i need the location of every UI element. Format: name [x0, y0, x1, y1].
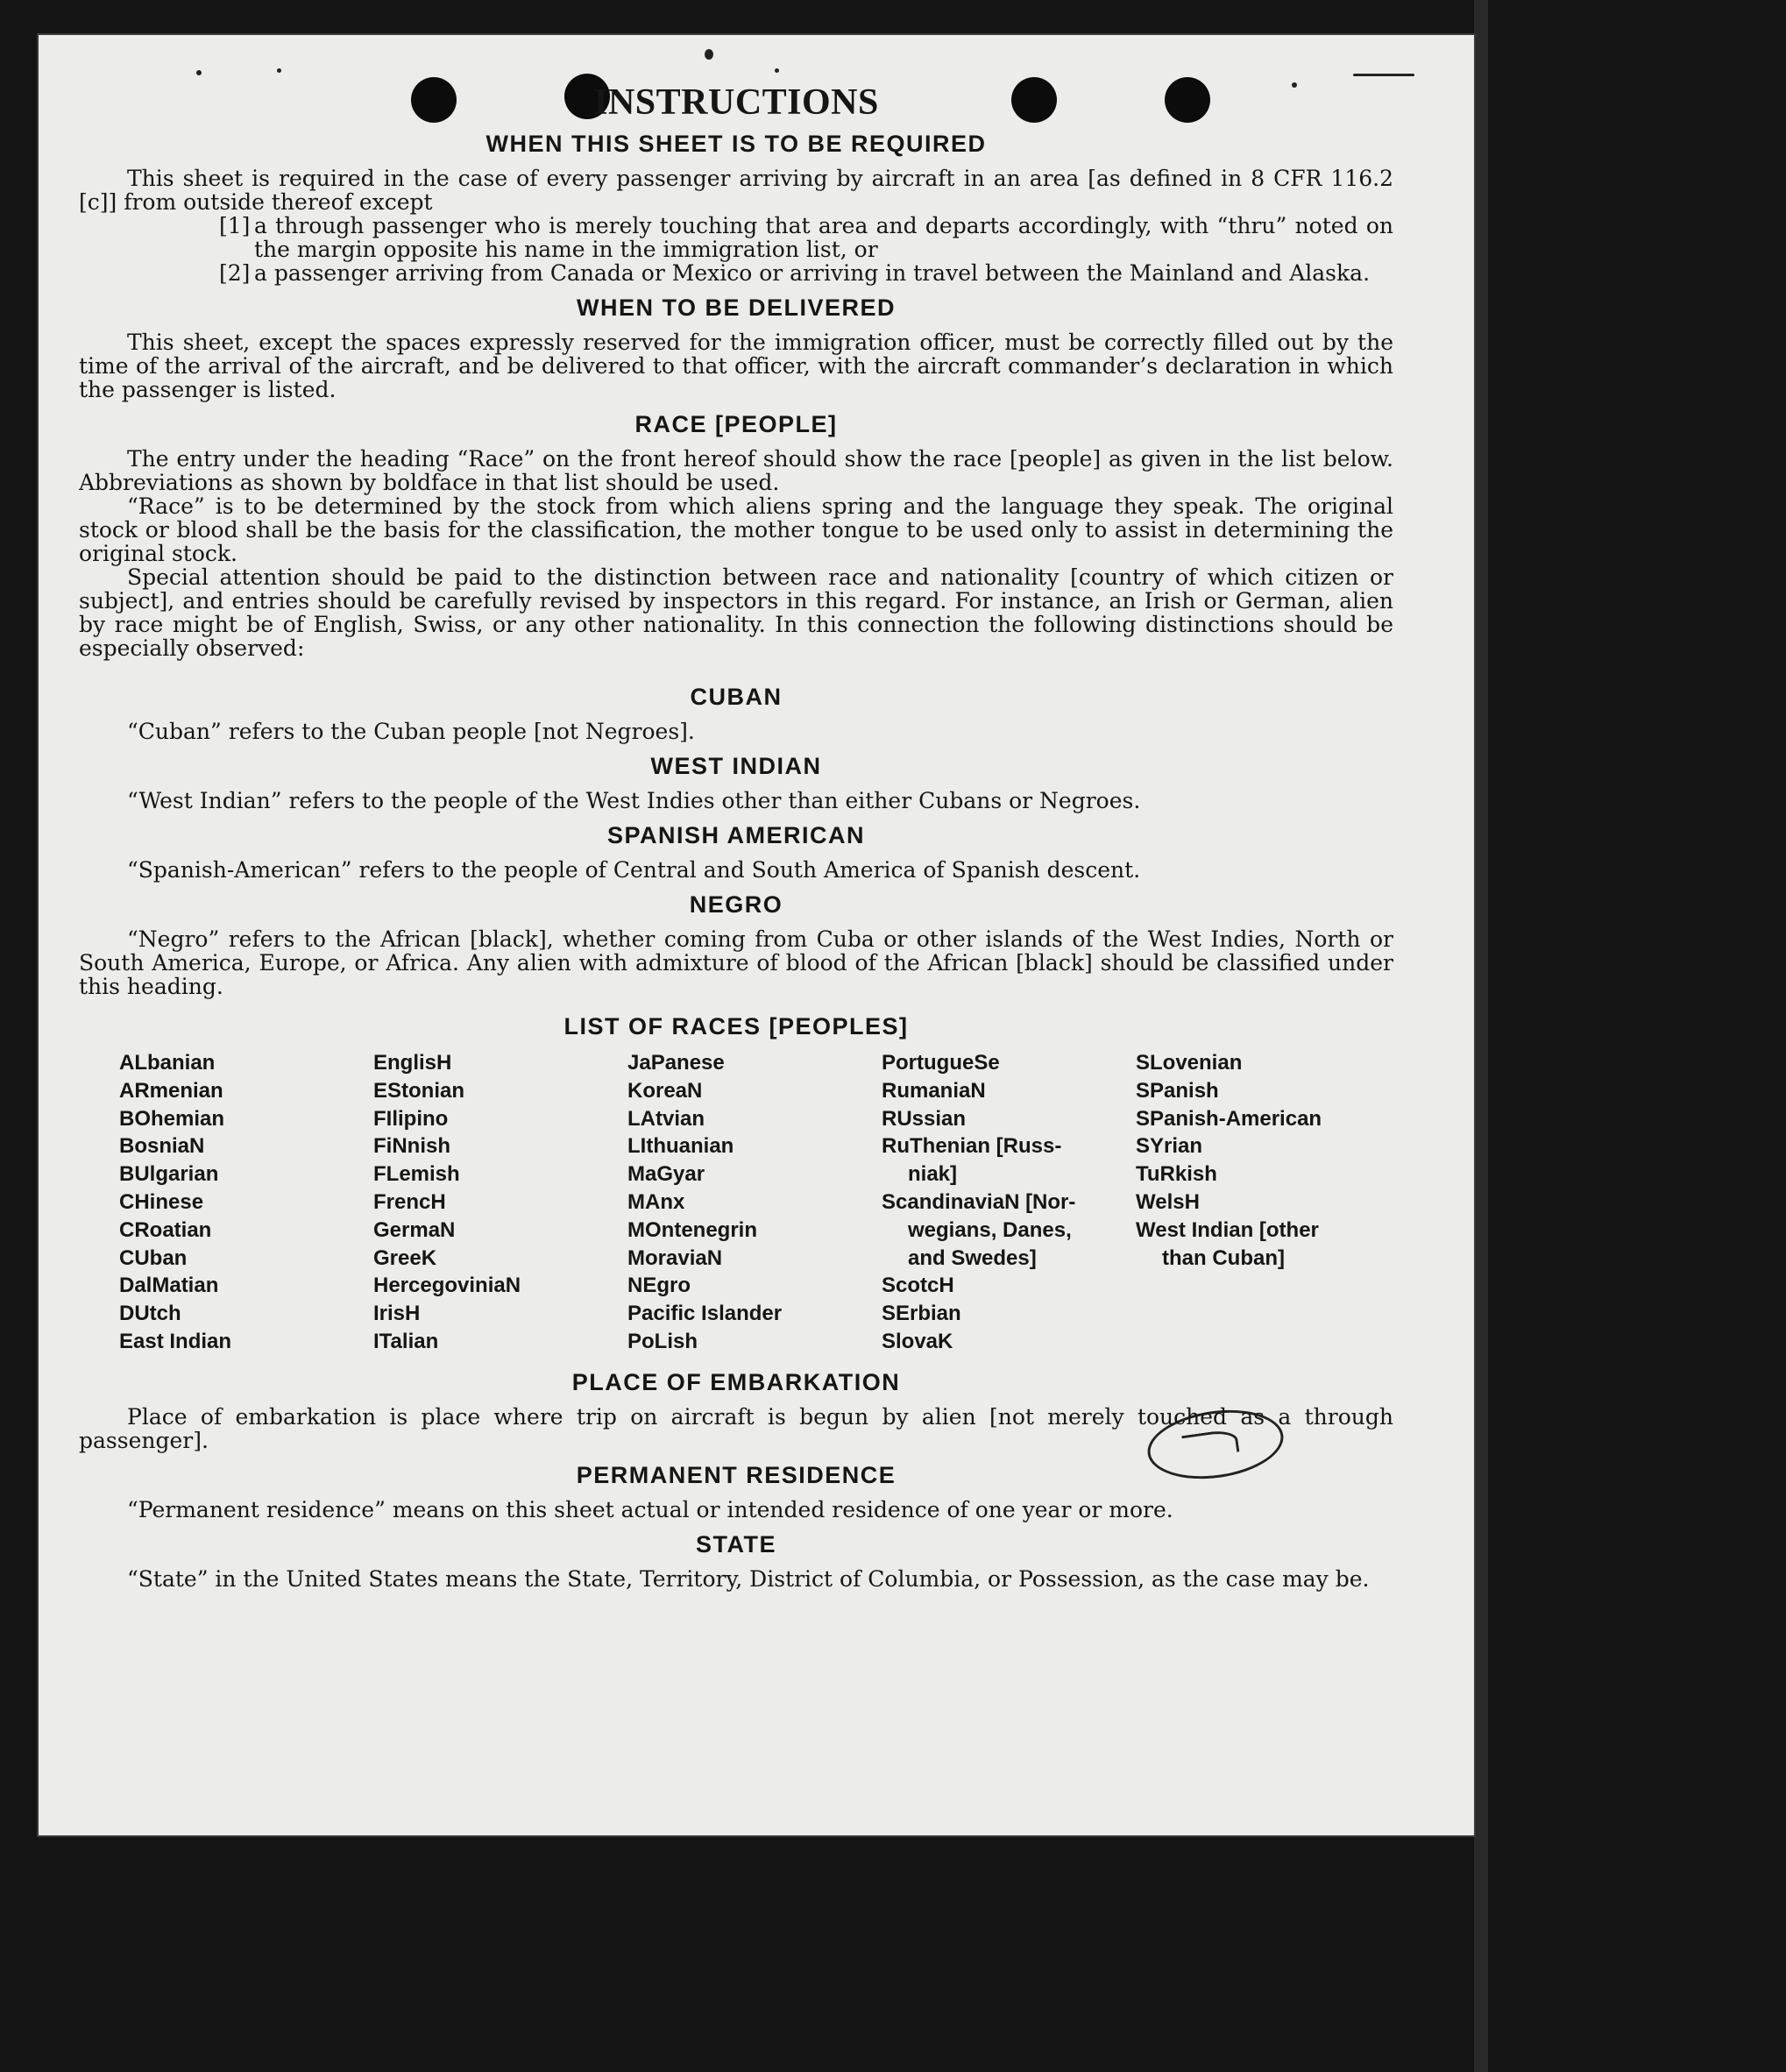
- race-entry-continued: niak]: [908, 1162, 958, 1187]
- race-entry: MOntenegrin: [627, 1217, 757, 1242]
- embarkation-text: Place of embarkation is place where trip on aircraft is begun by alien [not merely touched as a through passenger].: [79, 1403, 1393, 1453]
- races-column-2: [373, 1049, 627, 1356]
- delivered-text: This sheet, except the spaces expressly reserved for the immigration officer, must be correctly filled out by the time of the arrival of the aircraft, and be delivered to that officer, with the aircraft commander’s declaration in which the passenger is listed.: [79, 330, 1393, 402]
- state-text: “State” in the United States means the State, Territory, District of Columbia, or Possession, as the case may be.: [127, 1565, 1370, 1592]
- speck: [705, 49, 713, 60]
- instructions-text: [79, 79, 1393, 1591]
- heading-spanish-american: SPANISH AMERICAN: [606, 822, 865, 848]
- speck: [775, 68, 779, 73]
- races-column-5: [1136, 1049, 1434, 1356]
- heading-embarkation: PLACE OF EMBARKATION: [571, 1368, 901, 1395]
- race-entry: BUlgarian: [119, 1162, 219, 1187]
- race-entry: MaGyar: [627, 1162, 705, 1187]
- race-entry-continued: and Swedes]: [908, 1245, 1037, 1270]
- race-entry: ALbanian: [119, 1051, 216, 1075]
- heading-cuban: CUBAN: [690, 684, 783, 710]
- race-entry: SErbian: [882, 1302, 961, 1326]
- race-entry: FiNnish: [373, 1134, 450, 1159]
- race-entry: GermaN: [373, 1217, 456, 1242]
- item-number: [2]: [219, 260, 251, 286]
- spanish-american-text: “Spanish-American” refers to the people of Central and South America of Spanish descent.: [127, 857, 1141, 883]
- race-entry: MAnx: [627, 1189, 685, 1214]
- required-intro: This sheet is required in the case of every passenger arriving by aircraft in an area [as defined in 8 CFR 116.2 [c]] from outside thereof except: [79, 166, 1393, 215]
- race-entry: NEgro: [627, 1274, 691, 1298]
- race-entry: BOhemian: [119, 1106, 225, 1131]
- race-entry-continued: than Cuban]: [1162, 1245, 1285, 1270]
- race-entry: EStonian: [373, 1078, 465, 1103]
- speck: [196, 70, 202, 75]
- race-paragraph-3: Special attention should be paid to the distinction between race and nationality [country of which citizen or subject], and entries should be carefully revised by inspectors in this regard. For instance, an Irish or German, alien by race might be of English, Swiss, or any other nationality. In this connection the following distinctions should be especially observed:: [79, 564, 1393, 661]
- race-entry-continued: wegians, Danes,: [908, 1217, 1072, 1242]
- race-entry: RumaniaN: [882, 1078, 986, 1103]
- race-entry: CHinese: [119, 1189, 204, 1214]
- races-column-1: [119, 1049, 373, 1356]
- race-entry: West Indian [other: [1136, 1217, 1319, 1242]
- heading-required: WHEN THIS SHEET IS TO BE REQUIRED: [485, 131, 987, 157]
- item-number: [1]: [219, 213, 251, 238]
- race-entry: FrencH: [373, 1189, 446, 1214]
- race-entry: TuRkish: [1136, 1162, 1217, 1187]
- heading-list-of-races: LIST OF RACES [PEOPLES]: [563, 1013, 909, 1040]
- race-entry: CRoatian: [119, 1217, 212, 1242]
- race-entry: DUtch: [119, 1302, 181, 1326]
- heading-race: RACE [PEOPLE]: [634, 411, 838, 437]
- race-entry: FLemish: [373, 1162, 460, 1187]
- required-item-1: [79, 214, 1393, 261]
- item-text: a through passenger who is merely touching that area and departs accordingly, with “thru” noted on the margin opposite his name in the immigration list, or: [254, 213, 1393, 262]
- film-margin: [1474, 0, 1488, 2072]
- west-indian-text: “West Indian” refers to the people of the West Indies other than either Cubans or Negroes.: [127, 788, 1141, 813]
- race-entry: LIthuanian: [627, 1134, 734, 1159]
- race-entry: IrisH: [373, 1302, 421, 1326]
- race-entry: SPanish-American: [1136, 1106, 1322, 1131]
- race-entry: RuThenian [Russ-: [882, 1134, 1062, 1159]
- race-entry: ITalian: [373, 1329, 439, 1353]
- race-entry: BosniaN: [119, 1134, 205, 1159]
- race-entry: ScotcH: [882, 1274, 954, 1298]
- cuban-text: “Cuban” refers to the Cuban people [not Negroes].: [127, 719, 695, 744]
- permanent-residence-text: “Permanent residence” means on this sheet actual or intended residence of one year or more.: [127, 1496, 1173, 1522]
- required-item-2: [79, 261, 1393, 285]
- race-entry: Pacific Islander: [627, 1302, 783, 1326]
- page-title: INSTRUCTIONS: [593, 82, 879, 123]
- race-entry: CUban: [119, 1245, 188, 1270]
- race-entry: SlovaK: [882, 1329, 953, 1353]
- race-entry: HercegoviniaN: [373, 1274, 521, 1298]
- races-list: [79, 1049, 1393, 1356]
- race-entry: KoreaN: [627, 1078, 703, 1103]
- race-entry: ScandinaviaN [Nor-: [882, 1189, 1076, 1214]
- race-entry: ARmenian: [119, 1078, 223, 1103]
- race-entry: SLovenian: [1136, 1051, 1243, 1075]
- heading-state: STATE: [696, 1530, 776, 1558]
- item-text: a passenger arriving from Canada or Mexico or arriving in travel between the Mainland and Alaska.: [254, 260, 1371, 286]
- race-entry: JaPanese: [627, 1051, 725, 1075]
- race-entry: East Indian: [119, 1329, 232, 1353]
- speck: [277, 68, 281, 73]
- negro-text: “Negro” refers to the African [black], whether coming from Cuba or other islands of the West Indies, North or South America, Europe, or Africa. Any alien with admixture of blood of the African [black] should be classified under this heading.: [79, 926, 1393, 999]
- race-entry: SPanish: [1136, 1078, 1219, 1103]
- race-entry: MoraviaN: [627, 1245, 723, 1270]
- race-entry: EnglisH: [373, 1051, 452, 1075]
- races-column-4: [882, 1049, 1136, 1356]
- race-entry: WelsH: [1136, 1189, 1200, 1214]
- race-entry: FIlipino: [373, 1106, 449, 1131]
- race-entry: LAtvian: [627, 1106, 705, 1131]
- race-paragraph-2: “Race” is to be determined by the stock from which aliens spring and the language they speak. The original stock or blood shall be the basis for the classification, the mother tongue to be used only to assist in determining the original stock.: [79, 493, 1393, 566]
- heading-west-indian: WEST INDIAN: [650, 753, 822, 779]
- heading-negro: NEGRO: [689, 891, 783, 918]
- race-entry: SYrian: [1136, 1134, 1203, 1159]
- heading-delivered: WHEN TO BE DELIVERED: [576, 294, 897, 321]
- race-entry: RUssian: [882, 1106, 967, 1131]
- race-paragraph-1: The entry under the heading “Race” on the front hereof should show the race [people] as given in the list below. Abbreviations as shown by boldface in that list should be used.: [79, 446, 1393, 495]
- scratch: [1353, 74, 1414, 76]
- races-column-3: [627, 1049, 882, 1356]
- race-entry: DalMatian: [119, 1274, 219, 1298]
- race-entry: GreeK: [373, 1245, 437, 1270]
- race-entry: PoLish: [627, 1329, 698, 1353]
- heading-permanent-residence: PERMANENT RESIDENCE: [576, 1461, 897, 1488]
- race-entry: PortugueSe: [882, 1051, 1000, 1075]
